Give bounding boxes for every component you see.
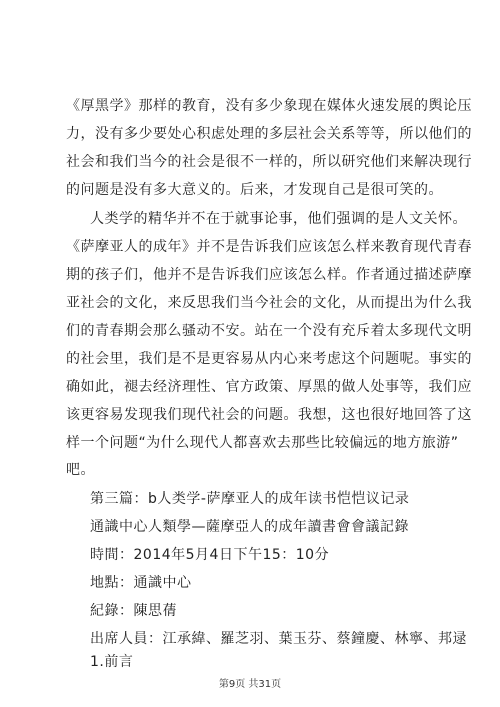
paragraph-line-11: 确如此，褪去经济理性、官方政策、厚黑的做人处事等，我们应: [66, 379, 472, 395]
paragraph-line-4: 的问题是没有多大意义的。后来，才发现自己是很可笑的。: [66, 182, 443, 198]
meeting-time: 時間：2014年5月4日下午15：10分: [90, 547, 330, 563]
meeting-attendees: 出席人員：江承緯、羅芝羽、葉玉芬、蔡鐘慶、林寧、邦逯: [90, 631, 467, 647]
paragraph-line-7: 期的孩子们，他并不是告诉我们应该怎么样。作者通过描述萨摩: [66, 267, 472, 283]
paragraph-line-2: 力，没有多少要处心积虑处理的多层社会关系等等，所以他们的: [66, 126, 472, 142]
page-footer: 第9页 共31页: [218, 679, 282, 690]
paragraph-line-10: 的社会里，我们是不是更容易从内心来考虑这个问题呢。事实的: [66, 351, 472, 367]
section-preface: 1.前言: [90, 654, 134, 670]
paragraph-line-5: 人类学的精华并不在于就事论事，他们强调的是人文关怀。: [90, 211, 467, 227]
paragraph-line-3: 社会和我们当今的社会是很不一样的，所以研究他们来解决现行: [66, 154, 472, 170]
paragraph-line-8: 亚社会的文化，来反思我们当今社会的文化，从而提出为什么我: [66, 295, 472, 311]
meeting-location: 地點：通識中心: [90, 575, 192, 591]
paragraph-line-12: 该更容易发现我们现代社会的问题。我想，这也很好地回答了这: [66, 407, 472, 423]
paragraph-line-9: 们的青春期会那么骚动不安。站在一个没有充斥着太多现代文明: [66, 323, 472, 339]
meeting-recorder: 紀錄：陳思蒨: [90, 603, 177, 619]
paragraph-line-14: 吧。: [66, 462, 95, 478]
meeting-title: 通識中心人類學—薩摩亞人的成年讀書會會議記錄: [90, 519, 409, 535]
paragraph-line-13: 样一个问题“为什么现代人都喜欢去那些比较偏远的地方旅游”: [66, 435, 459, 451]
section-heading: 第三篇：b人类学-萨摩亚人的成年读书恺恺议记录: [90, 491, 410, 507]
paragraph-line-1: 《厚黑学》那样的教育，没有多少象现在媒体火速发展的舆论压: [66, 98, 472, 114]
paragraph-line-6: 《萨摩亚人的成年》并不是告诉我们应该怎么样来教育现代青春: [66, 239, 472, 255]
